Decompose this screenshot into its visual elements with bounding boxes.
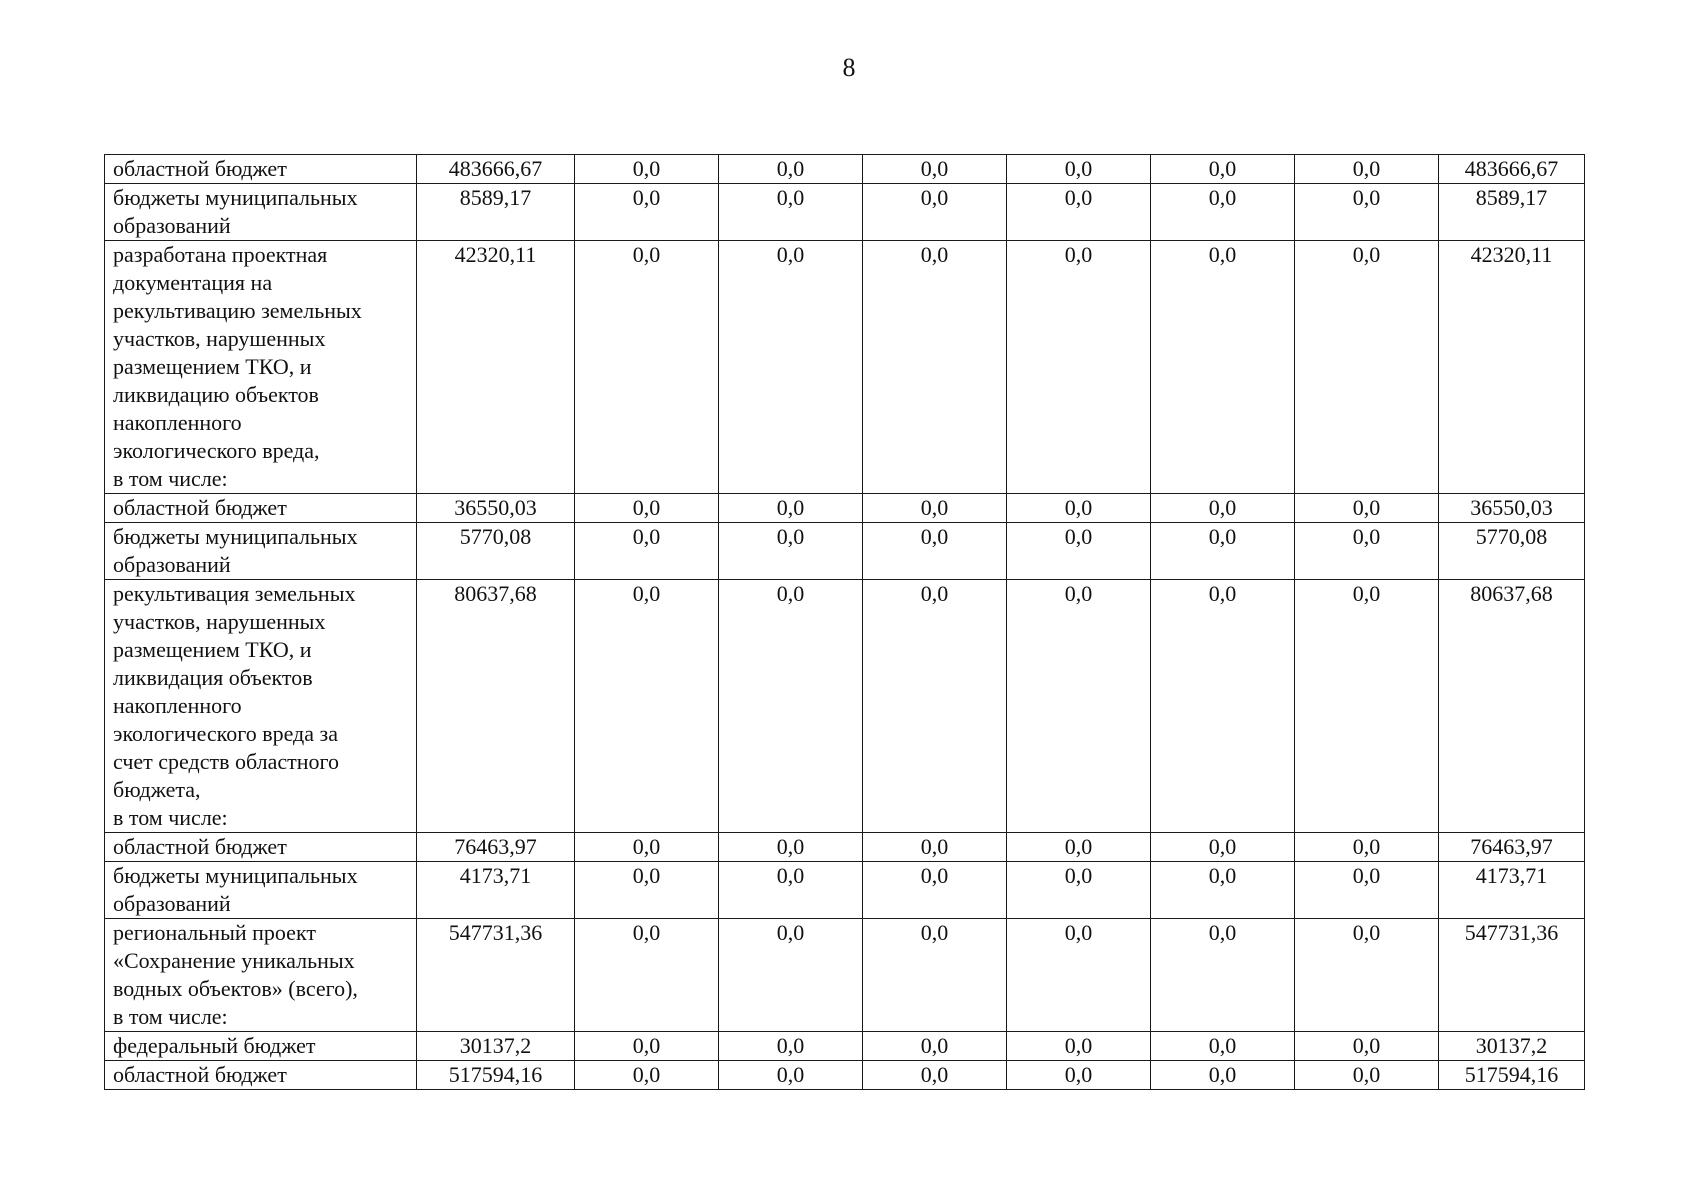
- row-label-cell: [105, 862, 417, 919]
- row-label-line: бюджеты муниципальных: [113, 863, 358, 888]
- row-label-line: участков, нарушенных: [113, 326, 326, 351]
- table-row: [105, 919, 1585, 1032]
- table-row: [105, 580, 1585, 833]
- year-value-cell: 0,0: [1151, 184, 1295, 241]
- year-value-cell: 0,0: [719, 1032, 863, 1061]
- row-label-line: водных объектов» (всего),: [113, 976, 358, 1001]
- total-cell: 5770,08: [1439, 523, 1585, 580]
- row-label-line: рекультивацию земельных: [113, 298, 362, 323]
- row-label-line: областной бюджет: [113, 495, 287, 520]
- year-value-cell: 0,0: [575, 1032, 719, 1061]
- year-value-cell: 0,0: [575, 241, 719, 494]
- row-label-line: документация на: [113, 270, 273, 295]
- row-label-line: размещением ТКО, и: [113, 637, 312, 662]
- table-row: [105, 241, 1585, 494]
- year-value-cell: 0,0: [1295, 1061, 1439, 1090]
- year-value-cell: 0,0: [1295, 862, 1439, 919]
- year-value-cell: 0,0: [1151, 1061, 1295, 1090]
- year-value-cell: 0,0: [863, 494, 1007, 523]
- row-label-line: бюджета,: [113, 777, 201, 802]
- row-label-line: образований: [113, 552, 231, 577]
- year-value-cell: 0,0: [1007, 833, 1151, 862]
- row-label-cell: [105, 494, 417, 523]
- table-row: [105, 862, 1585, 919]
- year-value-cell: 0,0: [719, 919, 863, 1032]
- amount-cell: 80637,68: [417, 580, 575, 833]
- year-value-cell: 0,0: [575, 523, 719, 580]
- year-value-cell: 0,0: [1295, 184, 1439, 241]
- total-cell: 76463,97: [1439, 833, 1585, 862]
- year-value-cell: 0,0: [1151, 580, 1295, 833]
- row-label-line: региональный проект: [113, 920, 316, 945]
- row-label-line: образований: [113, 891, 231, 916]
- amount-cell: 547731,36: [417, 919, 575, 1032]
- year-value-cell: 0,0: [1295, 523, 1439, 580]
- amount-cell: 76463,97: [417, 833, 575, 862]
- row-label-cell: [105, 833, 417, 862]
- amount-cell: 483666,67: [417, 155, 575, 184]
- year-value-cell: 0,0: [719, 155, 863, 184]
- row-label-line: областной бюджет: [113, 1062, 287, 1087]
- row-label-line: бюджеты муниципальных: [113, 185, 358, 210]
- table-body: [105, 155, 1585, 1090]
- amount-cell: 36550,03: [417, 494, 575, 523]
- row-label-line: в том числе:: [113, 466, 228, 491]
- year-value-cell: 0,0: [1007, 1032, 1151, 1061]
- year-value-cell: 0,0: [1151, 155, 1295, 184]
- year-value-cell: 0,0: [1151, 833, 1295, 862]
- year-value-cell: 0,0: [863, 241, 1007, 494]
- amount-cell: 517594,16: [417, 1061, 575, 1090]
- row-label-line: ликвидация объектов: [113, 665, 313, 690]
- total-cell: 36550,03: [1439, 494, 1585, 523]
- total-cell: 517594,16: [1439, 1061, 1585, 1090]
- row-label-line: размещением ТКО, и: [113, 354, 312, 379]
- row-label-line: накопленного: [113, 410, 242, 435]
- year-value-cell: 0,0: [863, 580, 1007, 833]
- year-value-cell: 0,0: [1007, 523, 1151, 580]
- table-row: [105, 1032, 1585, 1061]
- year-value-cell: 0,0: [719, 580, 863, 833]
- year-value-cell: 0,0: [1007, 580, 1151, 833]
- year-value-cell: 0,0: [1007, 1061, 1151, 1090]
- amount-cell: 30137,2: [417, 1032, 575, 1061]
- total-cell: 547731,36: [1439, 919, 1585, 1032]
- year-value-cell: 0,0: [1295, 494, 1439, 523]
- row-label-line: экологического вреда,: [113, 438, 320, 463]
- year-value-cell: 0,0: [1295, 919, 1439, 1032]
- year-value-cell: 0,0: [1295, 241, 1439, 494]
- table-row: [105, 523, 1585, 580]
- year-value-cell: 0,0: [719, 833, 863, 862]
- year-value-cell: 0,0: [719, 184, 863, 241]
- table-row: [105, 494, 1585, 523]
- year-value-cell: 0,0: [1007, 919, 1151, 1032]
- year-value-cell: 0,0: [1007, 241, 1151, 494]
- total-cell: 4173,71: [1439, 862, 1585, 919]
- row-label-cell: [105, 523, 417, 580]
- row-label-cell: [105, 184, 417, 241]
- row-label-line: в том числе:: [113, 805, 228, 830]
- row-label-line: бюджеты муниципальных: [113, 524, 358, 549]
- row-label-cell: [105, 1032, 417, 1061]
- amount-cell: 8589,17: [417, 184, 575, 241]
- year-value-cell: 0,0: [863, 919, 1007, 1032]
- total-cell: 80637,68: [1439, 580, 1585, 833]
- year-value-cell: 0,0: [575, 494, 719, 523]
- year-value-cell: 0,0: [575, 833, 719, 862]
- year-value-cell: 0,0: [575, 155, 719, 184]
- year-value-cell: 0,0: [1007, 494, 1151, 523]
- amount-cell: 4173,71: [417, 862, 575, 919]
- row-label-line: рекультивация земельных: [113, 581, 356, 606]
- year-value-cell: 0,0: [863, 1061, 1007, 1090]
- row-label-line: разработана проектная: [113, 242, 328, 267]
- year-value-cell: 0,0: [575, 184, 719, 241]
- row-label-line: ликвидацию объектов: [113, 382, 319, 407]
- year-value-cell: 0,0: [1007, 155, 1151, 184]
- total-cell: 42320,11: [1439, 241, 1585, 494]
- row-label-line: федеральный бюджет: [113, 1033, 316, 1058]
- total-cell: 30137,2: [1439, 1032, 1585, 1061]
- page-number: 8: [842, 53, 856, 82]
- year-value-cell: 0,0: [863, 155, 1007, 184]
- year-value-cell: 0,0: [1151, 494, 1295, 523]
- year-value-cell: 0,0: [1151, 919, 1295, 1032]
- row-label-line: накопленного: [113, 693, 242, 718]
- year-value-cell: 0,0: [1151, 523, 1295, 580]
- year-value-cell: 0,0: [719, 241, 863, 494]
- total-cell: 483666,67: [1439, 155, 1585, 184]
- year-value-cell: 0,0: [863, 184, 1007, 241]
- year-value-cell: 0,0: [719, 1061, 863, 1090]
- row-label-line: «Сохранение уникальных: [113, 948, 355, 973]
- year-value-cell: 0,0: [1151, 1032, 1295, 1061]
- year-value-cell: 0,0: [863, 1032, 1007, 1061]
- year-value-cell: 0,0: [1007, 862, 1151, 919]
- year-value-cell: 0,0: [1295, 155, 1439, 184]
- year-value-cell: 0,0: [575, 1061, 719, 1090]
- row-label-cell: [105, 1061, 417, 1090]
- year-value-cell: 0,0: [575, 919, 719, 1032]
- year-value-cell: 0,0: [1151, 241, 1295, 494]
- row-label-cell: [105, 580, 417, 833]
- year-value-cell: 0,0: [575, 580, 719, 833]
- amount-cell: 5770,08: [417, 523, 575, 580]
- table-row: [105, 833, 1585, 862]
- row-label-line: участков, нарушенных: [113, 609, 326, 634]
- row-label-line: экологического вреда за: [113, 721, 338, 746]
- total-cell: 8589,17: [1439, 184, 1585, 241]
- year-value-cell: 0,0: [719, 523, 863, 580]
- year-value-cell: 0,0: [1295, 833, 1439, 862]
- table-row: [105, 155, 1585, 184]
- row-label-line: образований: [113, 213, 231, 238]
- table-row: [105, 184, 1585, 241]
- amount-cell: 42320,11: [417, 241, 575, 494]
- budget-table: [104, 154, 1585, 1090]
- row-label-line: в том числе:: [113, 1004, 228, 1029]
- year-value-cell: 0,0: [719, 862, 863, 919]
- year-value-cell: 0,0: [863, 862, 1007, 919]
- row-label-cell: [105, 155, 417, 184]
- year-value-cell: 0,0: [863, 523, 1007, 580]
- row-label-line: счет средств областного: [113, 749, 339, 774]
- year-value-cell: 0,0: [1007, 184, 1151, 241]
- table-row: [105, 1061, 1585, 1090]
- row-label-line: областной бюджет: [113, 834, 287, 859]
- year-value-cell: 0,0: [863, 833, 1007, 862]
- year-value-cell: 0,0: [575, 862, 719, 919]
- row-label-cell: [105, 919, 417, 1032]
- row-label-cell: [105, 241, 417, 494]
- year-value-cell: 0,0: [1295, 1032, 1439, 1061]
- year-value-cell: 0,0: [1295, 580, 1439, 833]
- row-label-line: областной бюджет: [113, 156, 287, 181]
- year-value-cell: 0,0: [1151, 862, 1295, 919]
- year-value-cell: 0,0: [719, 494, 863, 523]
